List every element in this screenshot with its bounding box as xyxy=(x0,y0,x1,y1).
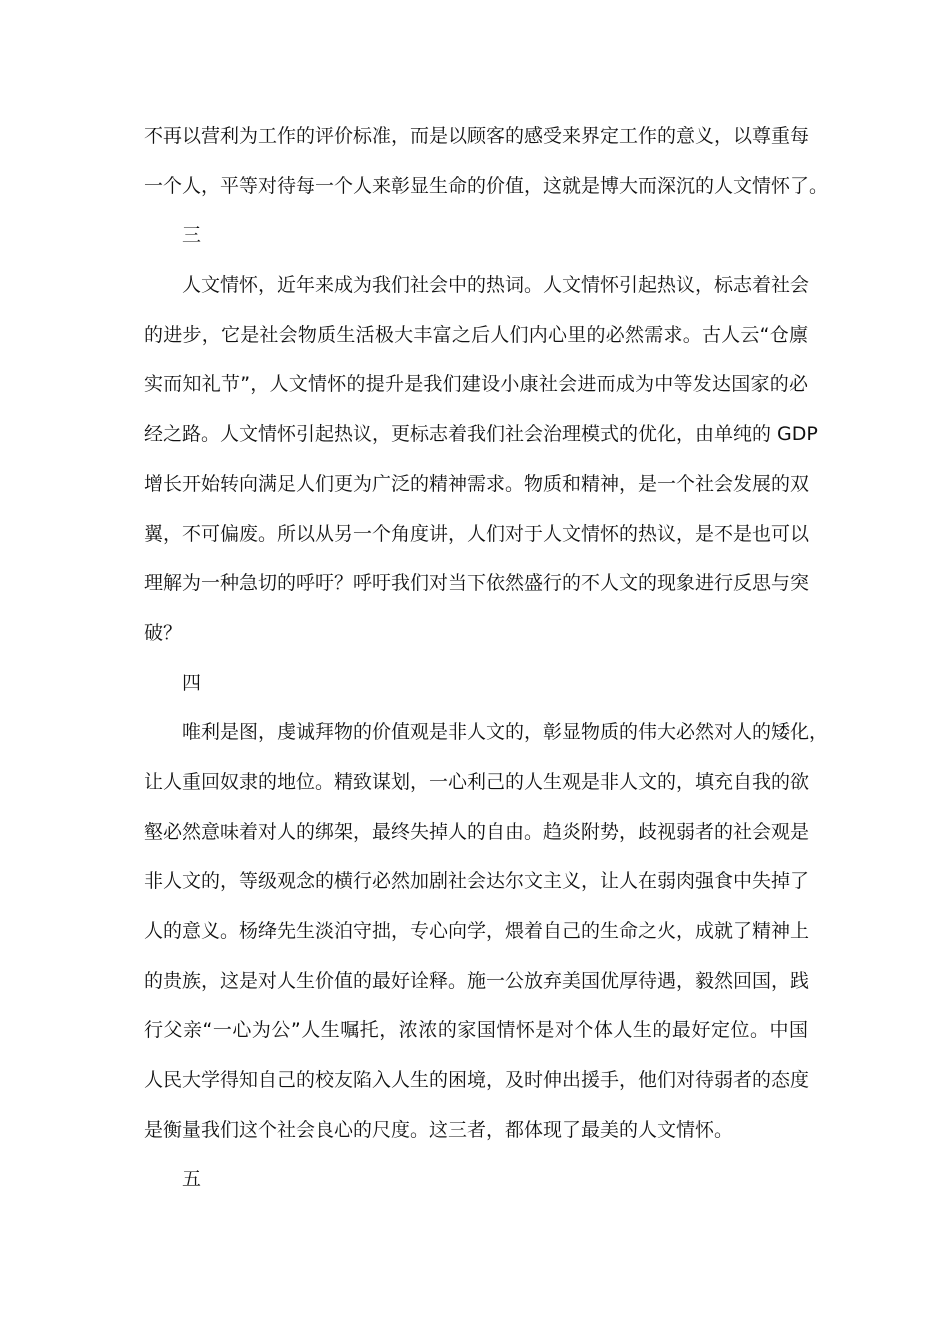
text-line: 实而知礼节”，人文情怀的提升是我们建设小康社会进而成为中等发达国家的必 xyxy=(144,373,808,396)
section-heading-3: 三 xyxy=(182,224,202,247)
text-line: 人文情怀，近年来成为我们社会中的热词。人文情怀引起热议，标志着社会 xyxy=(182,274,810,297)
text-line: 行父亲“一心为公”人生嘱托，浓浓的家国情怀是对个体人生的最好定位。中国 xyxy=(144,1019,808,1042)
text-line: 非人文的，等级观念的横行必然加剧社会达尔文主义，让人在弱肉强食中失掉了 xyxy=(144,870,810,893)
text-line: 的进步，它是社会物质生活极大丰富之后人们内心里的必然需求。古人云“仓廪 xyxy=(144,323,808,346)
text-line: 增长开始转向满足人们更为广泛的精神需求。物质和精神，是一个社会发展的双 xyxy=(144,472,810,495)
text-line: 的贵族，这是对人生价值的最好诠释。施一公放弃美国优厚待遇，毅然回国，践 xyxy=(144,969,810,992)
section-heading-4: 四 xyxy=(182,671,202,694)
text-line: 壑必然意味着对人的绑架，最终失掉人的自由。趋炎附势，歧视弱者的社会观是 xyxy=(144,820,810,843)
text-line: 理解为一种急切的呼吁？呼吁我们对当下依然盛行的不人文的现象进行反思与突 xyxy=(144,572,810,595)
text-line: 翼，不可偏废。所以从另一个角度讲，人们对于人文情怀的热议，是不是也可以 xyxy=(144,522,810,545)
text-line: 是衡量我们这个社会良心的尺度。这三者，都体现了最美的人文情怀。 xyxy=(144,1118,734,1141)
text-line: 唯利是图，虔诚拜物的价值观是非人文的，彰显物质的伟大必然对人的矮化， xyxy=(182,721,829,744)
text-line: 人民大学得知自己的校友陷入人生的困境，及时伸出援手，他们对待弱者的态度 xyxy=(144,1069,810,1092)
text-line: 人的意义。杨绛先生淡泊守拙，专心向学，煨着自己的生命之火，成就了精神上 xyxy=(144,920,810,942)
text-line: 经之路。人文情怀引起热议，更标志着我们社会治理模式的优化，由单纯的 GDP xyxy=(144,423,818,446)
text-line: 不再以营利为工作的评价标准，而是以顾客的感受来界定工作的意义，以尊重每 xyxy=(144,125,810,147)
text-line: 破？ xyxy=(144,621,183,644)
document-body xyxy=(144,112,829,1205)
section-heading-5: 五 xyxy=(182,1168,202,1191)
text-line: 一个人，平等对待每一个人来彰显生命的价值，这就是博大而深沉的人文情怀了。 xyxy=(144,174,829,197)
text-line: 让人重回奴隶的地位。精致谋划，一心利己的人生观是非人文的，填充自我的欲 xyxy=(144,770,810,793)
